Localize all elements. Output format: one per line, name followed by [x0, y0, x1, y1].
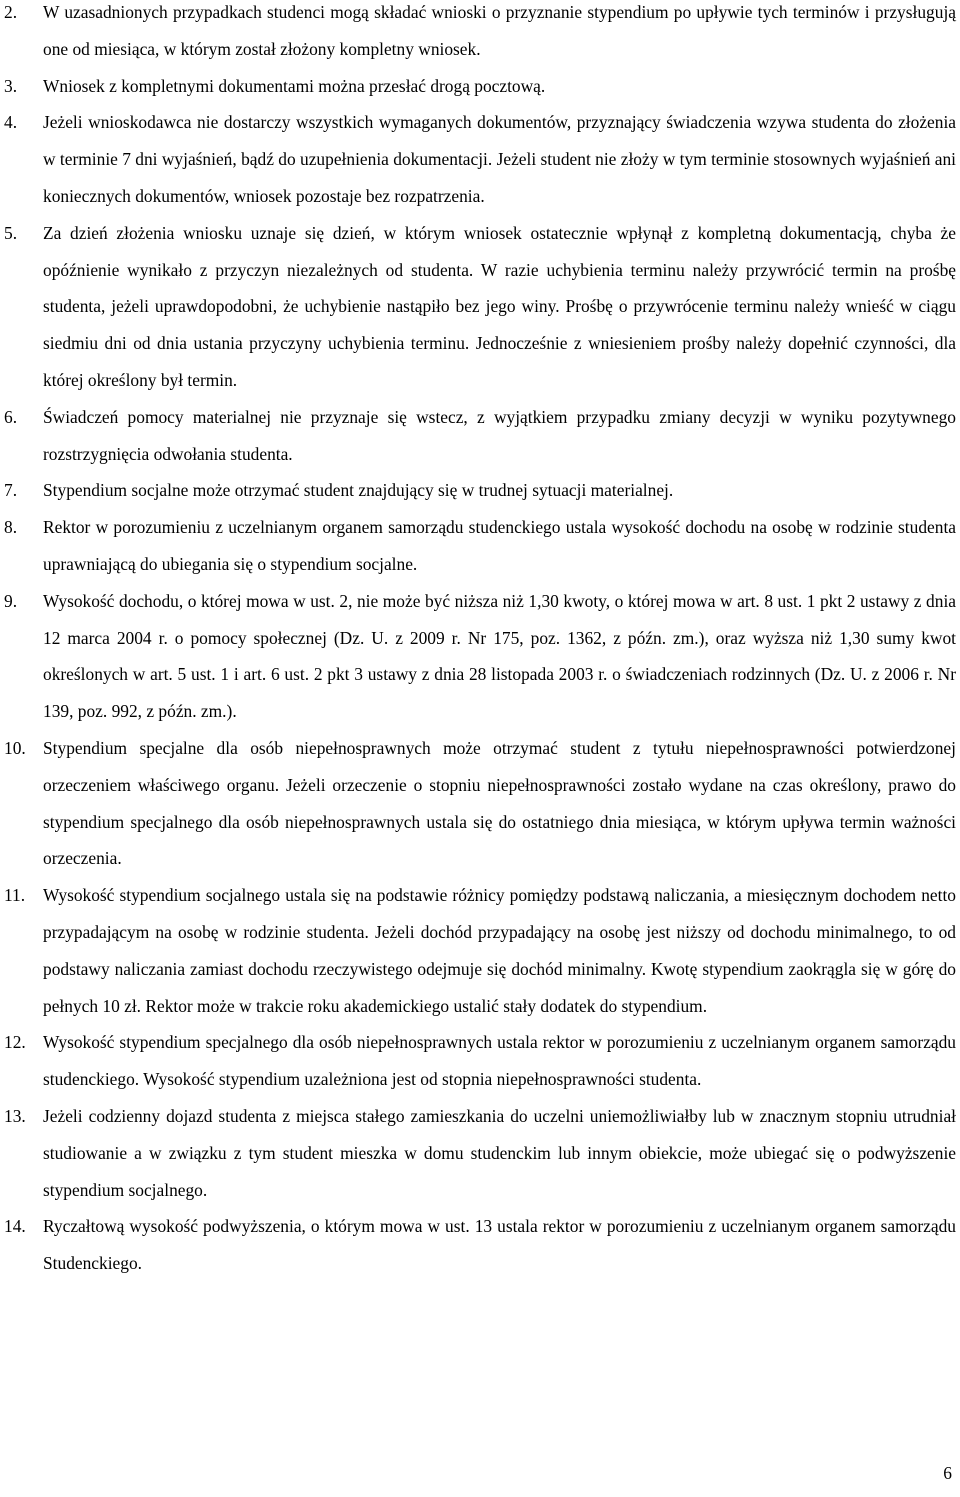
list-item-11: [0, 877, 960, 1024]
item-text: Stypendium socjalne może otrzymać student znajdujący się w trudnej sytuacji materialnej.: [43, 480, 674, 501]
item-number: 10.: [4, 737, 26, 758]
list-item-2: [0, 0, 960, 68]
item-text: Wysokość dochodu, o której mowa w ust. 2, nie może być niższa niż 1,30 kwoty, o której mowa w art. 8 ust. 1 pkt 2 ustawy z dnia 12 marca 2004 r. o pomocy społecznej (Dz. U. z 2009 r. Nr 175, poz. 1362, z późn. zm.), oraz wyższa niż 1,30 sumy kwot określonych w art. 5 ust. 1 i art. 6 ust. 2 pkt 3 ustawy z dnia 28 listopada 2003 r. o świadczeniach rodzinnych (Dz. U. z 2006 r. Nr 139, poz. 992, z późn. zm.).: [43, 590, 956, 722]
page-number: 6: [943, 1463, 952, 1483]
item-number: 14.: [4, 1216, 26, 1237]
item-number: 11.: [4, 885, 26, 906]
list-item-9: [0, 583, 960, 730]
item-number: 8.: [4, 517, 18, 538]
item-text: Wysokość stypendium socjalnego ustala się na podstawie różnicy pomiędzy podstawą naliczania, a miesięcznym dochodem netto przypadającym na osobę w rodzinie studenta. Jeżeli dochód przypadający na osobę jest niższy od dochodu minimalnego, to od podstawy naliczania zamiast dochodu rzeczywistego odejmuje się dochód minimalny. Kwotę stypendium zaokrągla się w górę do pełnych 10 zł. Rektor może w trakcie roku akademickiego ustalić stały dodatek do stypendium.: [43, 885, 956, 1016]
item-text: Stypendium specjalne dla osób niepełnosprawnych może otrzymać student z tytułu niepełnosprawności potwierdzonej orzeczeniem właściwego organu. Jeżeli orzeczenie o stopniu niepełnosprawności zostało wydane na czas określony, prawo do stypendium specjalnego dla osób niepełnosprawnych ustala się do ostatniego dnia miesiąca, w którym upływa termin ważności orzeczenia.: [43, 737, 956, 869]
list-item-6: [0, 399, 960, 473]
item-number: 5.: [4, 222, 18, 243]
list-item-14: [0, 1208, 960, 1282]
item-text: Jeżeli wnioskodawca nie dostarczy wszystkich wymaganych dokumentów, przyznający świadczenia wzywa studenta do złożenia w terminie 7 dni wyjaśnień, bądź do uzupełnienia dokumentacji. Jeżeli student nie złoży w tym terminie stosownych wyjaśnień ani koniecznych dokumentów, wniosek pozostaje bez rozpatrzenia.: [43, 112, 956, 206]
item-number: 9.: [4, 590, 18, 611]
item-number: 13.: [4, 1105, 26, 1126]
list-item-3: [0, 68, 960, 105]
item-number: 2.: [4, 2, 18, 22]
item-text: Wniosek z kompletnymi dokumentami można przesłać drogą pocztową.: [43, 75, 546, 96]
item-text: Ryczałtową wysokość podwyższenia, o którym mowa w ust. 13 ustala rektor w porozumieniu z uczelnianym organem samorządu Studenckiego.: [43, 1216, 956, 1274]
list-item-5: [0, 215, 960, 399]
item-text: Wysokość stypendium specjalnego dla osób niepełnosprawnych ustala rektor w porozumieniu z uczelnianym organem samorządu studenckiego. Wysokość stypendium uzależniona jest od stopnia niepełnosprawności studenta.: [43, 1032, 956, 1090]
item-text: Świadczeń pomocy materialnej nie przyznaje się wstecz, z wyjątkiem przypadku zmiany decyzji w wyniku pozytywnego rozstrzygnięcia odwołania studenta.: [43, 406, 956, 464]
item-text: Jeżeli codzienny dojazd studenta z miejsca stałego zamieszkania do uczelni uniemożliwiałby lub w znacznym stopniu utrudniał studiowanie a w związku z tym student mieszka w domu studenckim lub innym obiekcie, może ubiegać się o podwyższenie stypendium socjalnego.: [43, 1105, 956, 1200]
list-item-10: [0, 730, 960, 877]
item-number: 7.: [4, 480, 18, 501]
item-text: Za dzień złożenia wniosku uznaje się dzień, w którym wniosek ostatecznie wpłynął z kompletną dokumentacją, chyba że opóźnienie wynikało z przyczyn niezależnych od studenta. W razie uchybienia terminu należy przywrócić termin na prośbę studenta, jeżeli uprawdopodobni, że uchybienie nastąpiło bez jego winy. Prośbę o przywrócenie terminu należy wnieść w ciągu siedmiu dni od dnia ustania przyczyny uchybienia terminu. Jednocześnie z wniesieniem prośby należy dopełnić czynności, dla której określony był termin.: [43, 222, 956, 390]
list-item-12: [0, 1024, 960, 1098]
item-number: 3.: [4, 75, 18, 96]
list-item-13: [0, 1098, 960, 1208]
item-number: 4.: [4, 112, 18, 133]
list-item-7: [0, 472, 960, 509]
item-text: Rektor w porozumieniu z uczelnianym organem samorządu studenckiego ustala wysokość dochodu na osobę w rodzinie studenta uprawniającą do ubiegania się o stypendium socjalne.: [43, 517, 956, 574]
list-item-4: [0, 104, 960, 214]
item-text: W uzasadnionych przypadkach studenci mogą składać wnioski o przyznanie stypendium po upływie tych terminów i przysługują one od miesiąca, w którym został złożony kompletny wniosek.: [43, 2, 956, 59]
item-number: 6.: [4, 406, 18, 427]
list-item-8: [0, 509, 960, 583]
item-number: 12.: [4, 1032, 26, 1053]
